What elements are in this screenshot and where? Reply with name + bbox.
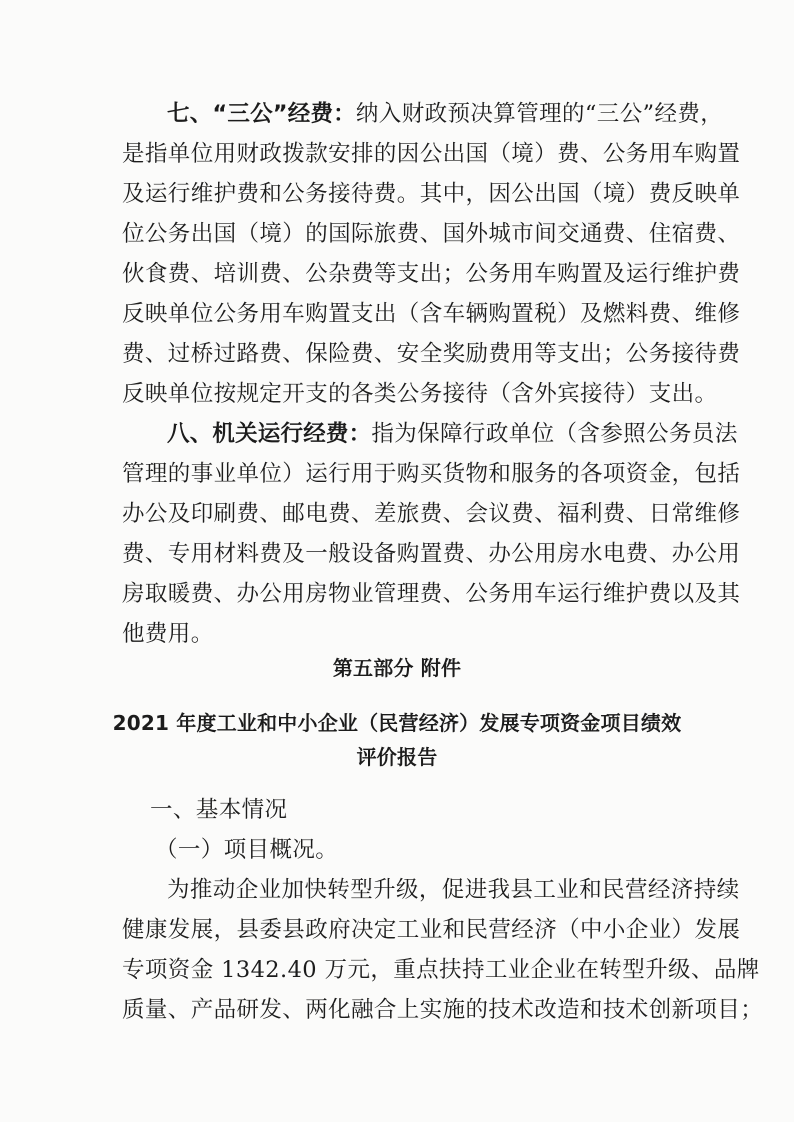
section-8-text: 指为保障行政单位（含参照公务员法 [371,421,738,447]
section-7-label: 七、“三公”经费： [167,101,356,127]
paragraph-line: 伙食费、培训费、公杂费等支出；公务用车购置及运行维护费 [122,261,741,287]
subsection-heading: （一）项目概况。 [155,837,339,863]
paragraph-line: 费、专用材料费及一般设备购置费、办公用房水电费、办公用 [122,541,741,567]
paragraph-line: 质量、产品研发、两化融合上实施的技术改造和技术创新项目； [122,997,764,1023]
paragraph-line: 及运行维护费和公务接待费。其中，因公出国（境）费反映单 [122,181,741,207]
paragraph-line: 费、过桥过路费、保险费、安全奖励费用等支出；公务接待费 [122,341,741,367]
part-title: 第五部分 附件 [332,656,462,680]
paragraph-line: 专项资金 1342.40 万元，重点扶持工业企业在转型升级、品牌 [122,957,760,983]
section-7-first-line [0,94,794,134]
paragraph-line: 他费用。 [122,621,214,647]
paragraph-line: 位公务出国（境）的国际旅费、国外城市间交通费、住宿费、 [122,221,741,247]
paragraph-line: 健康发展，县委县政府决定工业和民营经济（中小企业）发展 [122,917,741,943]
paragraph-line: 办公及印刷费、邮电费、差旅费、会议费、福利费、日常维修 [122,501,741,527]
paragraph-line: 反映单位按规定开支的各类公务接待（含外宾接待）支出。 [122,381,718,407]
section-7-text: 纳入财政预决算管理的“三公”经费， [355,101,724,127]
report-title-line-2: 评价报告 [356,745,438,769]
paragraph-line: 房取暖费、办公用房物业管理费、公务用车运行维护费以及其 [122,581,741,607]
paragraph-line: 为推动企业加快转型升级，促进我县工业和民营经济持续 [167,877,740,903]
report-title-line-1: 2021 年度工业和中小企业（民营经济）发展专项资金项目绩效 [112,711,682,735]
paragraph-line: 管理的事业单位）运行用于购买货物和服务的各项资金，包括 [122,461,741,487]
paragraph-line: 反映单位公务用车购置支出（含车辆购置税）及燃料费、维修 [122,301,741,327]
section-heading: 一、基本情况 [150,797,288,823]
paragraph-line: 是指单位用财政拨款安排的因公出国（境）费、公务用车购置 [122,141,741,167]
section-8-first-line [0,414,794,454]
section-8-label: 八、机关运行经费： [167,421,372,447]
